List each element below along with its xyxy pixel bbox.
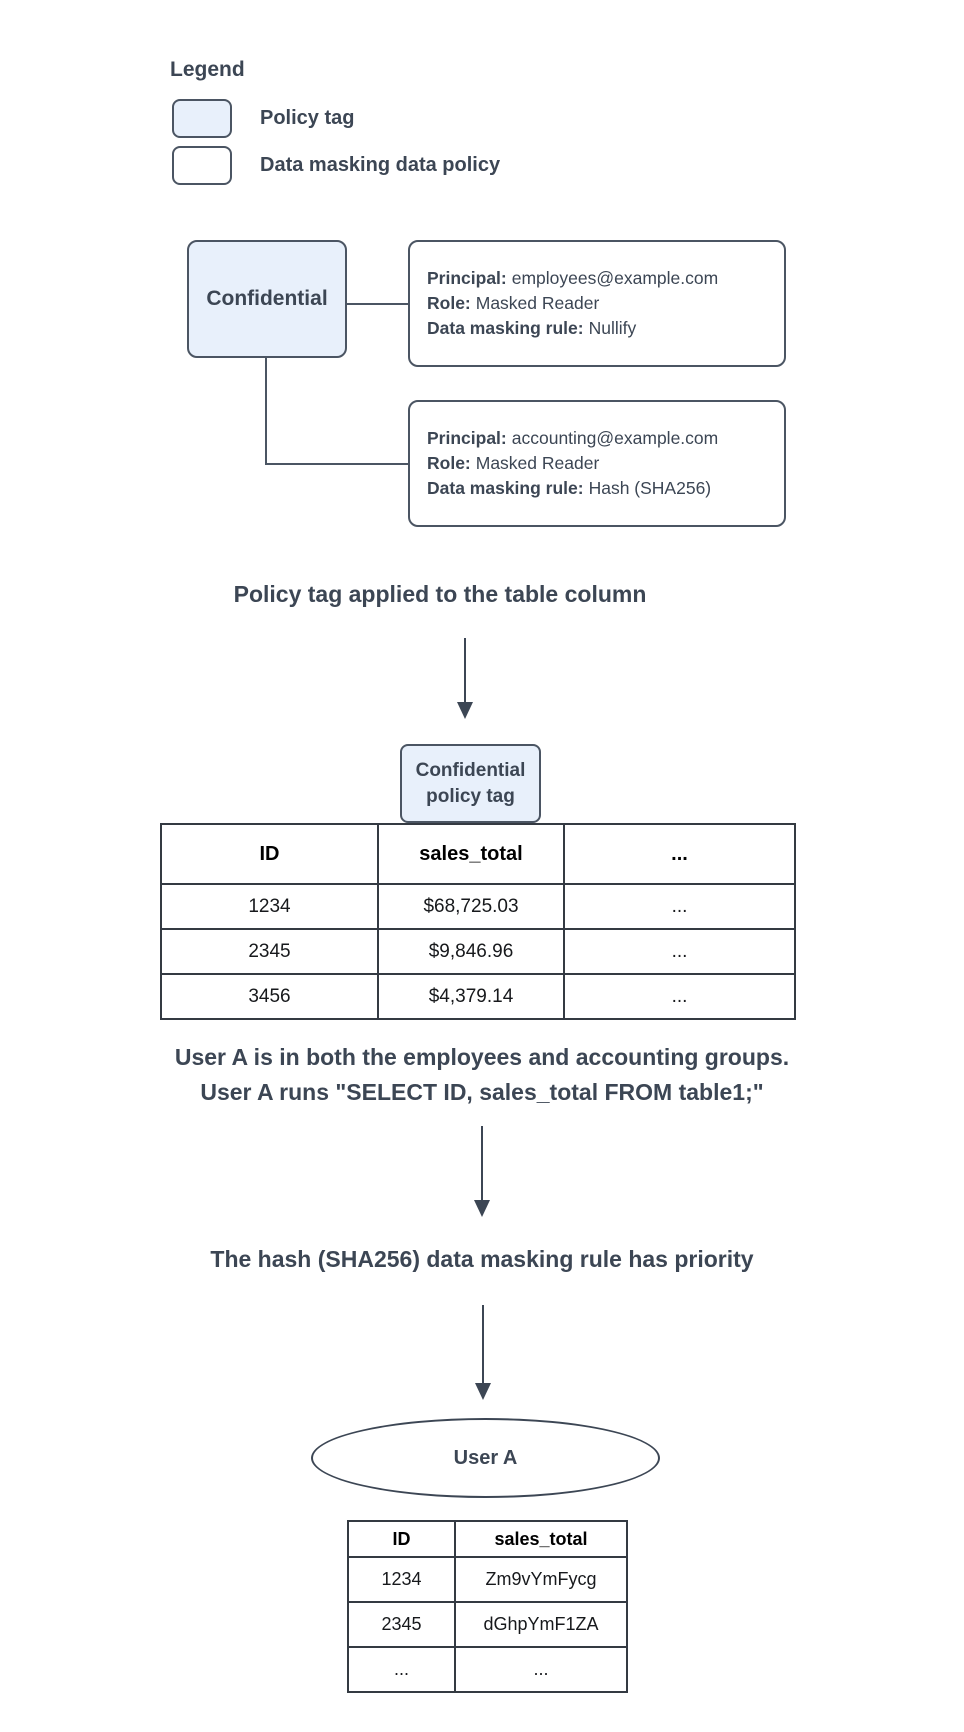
user-a-label: User A — [453, 1446, 518, 1469]
connector-policy1 — [347, 303, 408, 305]
cell-sales-total: $68,725.03 — [378, 884, 564, 929]
table-row — [348, 1647, 627, 1692]
legend-label-policy-tag: Policy tag — [260, 107, 355, 129]
cell-id: ... — [348, 1647, 455, 1692]
source-table-header-row — [161, 824, 795, 884]
flow-arrow-3-head — [475, 1383, 491, 1400]
caption-user-groups-line1: User A is in both the employees and accounting groups. — [174, 1044, 790, 1070]
table-row — [348, 1602, 627, 1647]
data-policy-employees — [408, 240, 786, 367]
source-col-more: ... — [564, 824, 795, 884]
policy-role-line — [427, 291, 784, 316]
flow-arrow-3-line — [482, 1305, 484, 1383]
column-policy-tag-line1: Confidential — [415, 759, 526, 781]
policy-rule-line — [427, 476, 784, 501]
result-col-id: ID — [348, 1521, 455, 1557]
policy-role-line — [427, 451, 784, 476]
column-policy-tag-line2: policy tag — [426, 785, 515, 807]
table-row — [161, 974, 795, 1019]
source-table — [160, 823, 796, 1020]
role-label: Role: — [427, 453, 471, 473]
table-row — [161, 929, 795, 974]
cell-hashed-value: dGhpYmF1ZA — [455, 1602, 627, 1647]
connector-policy2-vertical — [265, 358, 267, 465]
caption-policy-tag-applied: Policy tag applied to the table column — [233, 581, 647, 607]
rule-label: Data masking rule: — [427, 318, 584, 338]
legend-swatch-data-policy — [172, 146, 232, 185]
role-value: Masked Reader — [475, 293, 600, 313]
cell-sales-total: $9,846.96 — [378, 929, 564, 974]
rule-value: Hash (SHA256) — [588, 478, 712, 498]
flow-arrow-2-head — [474, 1200, 490, 1217]
rule-label: Data masking rule: — [427, 478, 584, 498]
result-col-sales-total: sales_total — [455, 1521, 627, 1557]
cell-hashed-value: ... — [455, 1647, 627, 1692]
principal-value: accounting@example.com — [511, 428, 719, 448]
flow-arrow-1-line — [464, 638, 466, 702]
cell-id: 1234 — [348, 1557, 455, 1602]
cell-more: ... — [564, 884, 795, 929]
column-policy-tag-label — [416, 758, 526, 810]
legend-swatch-policy-tag — [172, 99, 232, 138]
cell-id: 2345 — [348, 1602, 455, 1647]
caption-hash-priority: The hash (SHA256) data masking rule has priority — [210, 1246, 754, 1272]
cell-more: ... — [564, 929, 795, 974]
cell-id: 3456 — [161, 974, 378, 1019]
result-table — [347, 1520, 628, 1693]
connector-policy2-horizontal — [265, 463, 408, 465]
policy-principal-line — [427, 266, 784, 291]
data-policy-accounting — [408, 400, 786, 527]
flow-arrow-1-head — [457, 702, 473, 719]
source-col-sales-total: sales_total — [378, 824, 564, 884]
cell-more: ... — [564, 974, 795, 1019]
flow-arrow-2-line — [481, 1126, 483, 1200]
legend-title: Legend — [170, 58, 245, 81]
caption-user-groups — [0, 1040, 964, 1110]
user-a-node — [311, 1418, 660, 1498]
table-row — [161, 884, 795, 929]
legend-label-data-policy: Data masking data policy — [260, 154, 501, 176]
policy-tag-node-label: Confidential — [206, 287, 328, 310]
policy-principal-line — [427, 426, 784, 451]
policy-rule-line — [427, 316, 784, 341]
principal-value: employees@example.com — [511, 268, 719, 288]
role-label: Role: — [427, 293, 471, 313]
source-col-id: ID — [161, 824, 378, 884]
result-table-header-row — [348, 1521, 627, 1557]
column-policy-tag — [400, 744, 541, 823]
principal-label: Principal: — [427, 268, 507, 288]
cell-id: 1234 — [161, 884, 378, 929]
table-row — [348, 1557, 627, 1602]
role-value: Masked Reader — [475, 453, 600, 473]
cell-id: 2345 — [161, 929, 378, 974]
rule-value: Nullify — [588, 318, 637, 338]
principal-label: Principal: — [427, 428, 507, 448]
policy-tag-node — [187, 240, 347, 358]
cell-sales-total: $4,379.14 — [378, 974, 564, 1019]
caption-user-groups-line2: User A runs "SELECT ID, sales_total FROM table1;" — [200, 1079, 764, 1105]
cell-hashed-value: Zm9vYmFycg — [455, 1557, 627, 1602]
